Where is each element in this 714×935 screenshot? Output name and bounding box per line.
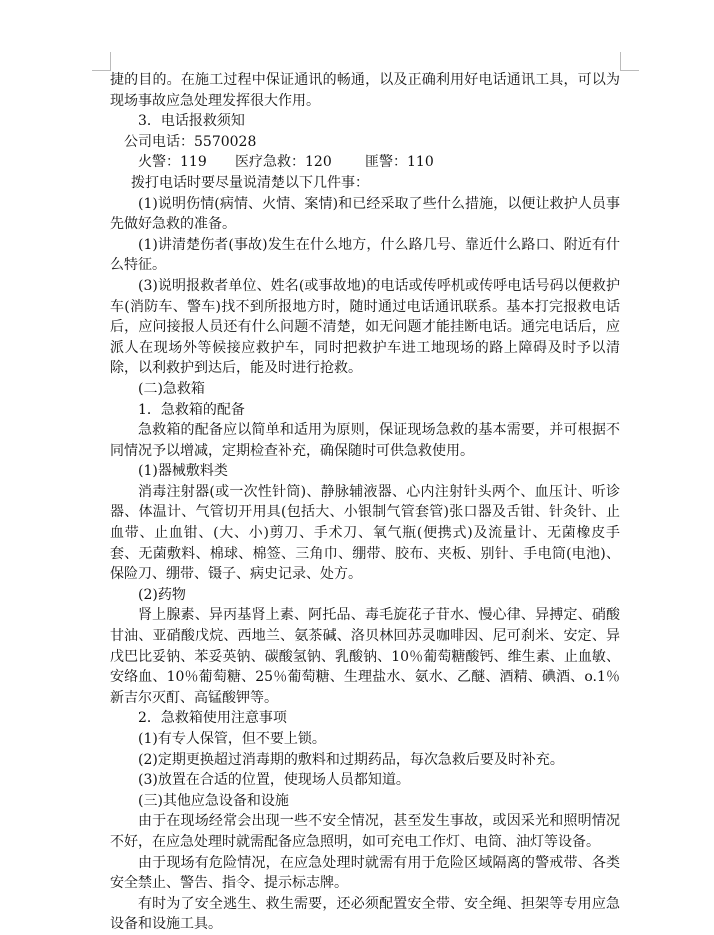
heading-kit-usage: 2．急救箱使用注意事项 bbox=[138, 710, 287, 727]
paragraph-kit-principle: 急救箱的配备应以简单和适用为原则，保证现场急救的基本需要，并可根据不同情况予以增减，定期检查补充，确保随时可供急救使用。 bbox=[110, 422, 620, 459]
document-body bbox=[110, 70, 620, 935]
fire-number: 火警：119 bbox=[138, 154, 207, 171]
paragraph-item-1: (1)说明伤情(病情、火情、案情)和已经采取了些什么措施，以便让救护人员事先做好急救的准备。 bbox=[110, 195, 620, 233]
paragraph-intro: 捷的目的。在施工过程中保证通讯的畅通，以及正确利用好电话通讯工具，可以为现场事故应急处理发挥很大作用。 bbox=[110, 72, 620, 109]
paragraph-safety-gear: 有时为了安全逃生、救生需要，还必须配置安全带、安全绳、担架等专用应急设备和设施工具。 bbox=[110, 895, 620, 933]
emergency-numbers bbox=[110, 152, 620, 173]
medical-number: 医疗急救：120 bbox=[235, 154, 332, 171]
heading-kit-equipment: 1．急救箱的配备 bbox=[138, 401, 245, 418]
paragraph-item-2: (1)讲清楚伤者(事故)发生在什么地方，什么路几号、靠近什么路口、附近有什么特征。 bbox=[110, 236, 620, 274]
heading-other-equipment: (三)其他应急设备和设施 bbox=[138, 792, 289, 809]
crop-mark-top-right bbox=[620, 52, 639, 71]
usage-item-2: (2)定期更换超过消毒期的敷料和过期药品，每次急救后要及时补充。 bbox=[138, 751, 564, 768]
paragraph-item-3: (3)说明报救者单位、姓名(或事故地)的电话或传呼机或传呼电话号码以便救护车(消防车、警车)找不到所报地方时，随时通过电话通讯联系。基本打完报救电话后，应问接报人员还有什么问题不清楚，如无问题才能挂断电话。通完电话后，应派人在现场外等候接应救护车，同时把救护车进工地现场的路上障碍及时予以清除，以利救护到达后，能及时进行抢救。 bbox=[110, 277, 620, 377]
heading-medicines: (2)药物 bbox=[138, 586, 186, 603]
police-number: 匪警：110 bbox=[365, 154, 434, 171]
call-instructions: 拨打电话时要尽量说清楚以下几件事： bbox=[131, 174, 369, 191]
company-phone: 公司电话：5570028 bbox=[124, 133, 257, 150]
crop-mark-top-left bbox=[92, 52, 111, 71]
paragraph-warning-signs: 由于现场有危险情况，在应急处理时就需有用于危险区域隔离的警戒带、各类安全禁止、警告、指令、提示标志牌。 bbox=[110, 854, 620, 892]
heading-instruments: (1)器械敷料类 bbox=[138, 463, 228, 480]
paragraph-instruments-list: 消毒注射器(或一次性针筒)、静脉辅液器、心内注射针头两个、血压计、听诊器、体温计、气管切开用具(包括大、小银制气管套管)张口器及舌钳、针灸针、止血带、止血钳、(大、小)剪刀、手术刀、氧气瓶(便携式)及流量计、无菌橡皮手套、无菌敷料、棉球、棉签、三角巾、绷带、胶布、夹板、别针、手电筒(电池)、保险刀、绷带、镊子、病史记录、处方。 bbox=[110, 483, 620, 583]
heading-first-aid-kit: (二)急救箱 bbox=[138, 380, 205, 397]
usage-item-1: (1)有专人保管，但不要上锁。 bbox=[138, 731, 326, 747]
usage-item-3: (3)放置在合适的位置，使现场人员都知道。 bbox=[138, 772, 410, 789]
heading-phone-notice: 3．电话报救须知 bbox=[138, 113, 245, 130]
paragraph-medicines-list: 肾上腺素、异丙基肾上素、阿托品、毒毛旋花子苷水、慢心律、异搏定、硝酸甘油、亚硝酸戊烷、西地兰、氨茶碱、洛贝林回苏灵咖啡因、尼可刹米、安定、异戊巴比妥钠、苯妥英钠、碳酸氢钠、乳酸钠、10％葡萄糖酸钙、维生素、止血敏、安络血、10％葡萄糖、25％葡萄糖、生理盐水、氨水、乙醚、酒精、碘酒、o.1％新吉尔灭酊、高锰酸钾等。 bbox=[110, 607, 620, 706]
paragraph-lighting: 由于在现场经常会出现一些不安全情况，甚至发生事故，或因采光和照明情况不好，在应急处理时就需配备应急照明，如可充电工作灯、电筒、油灯等设备。 bbox=[110, 813, 620, 850]
